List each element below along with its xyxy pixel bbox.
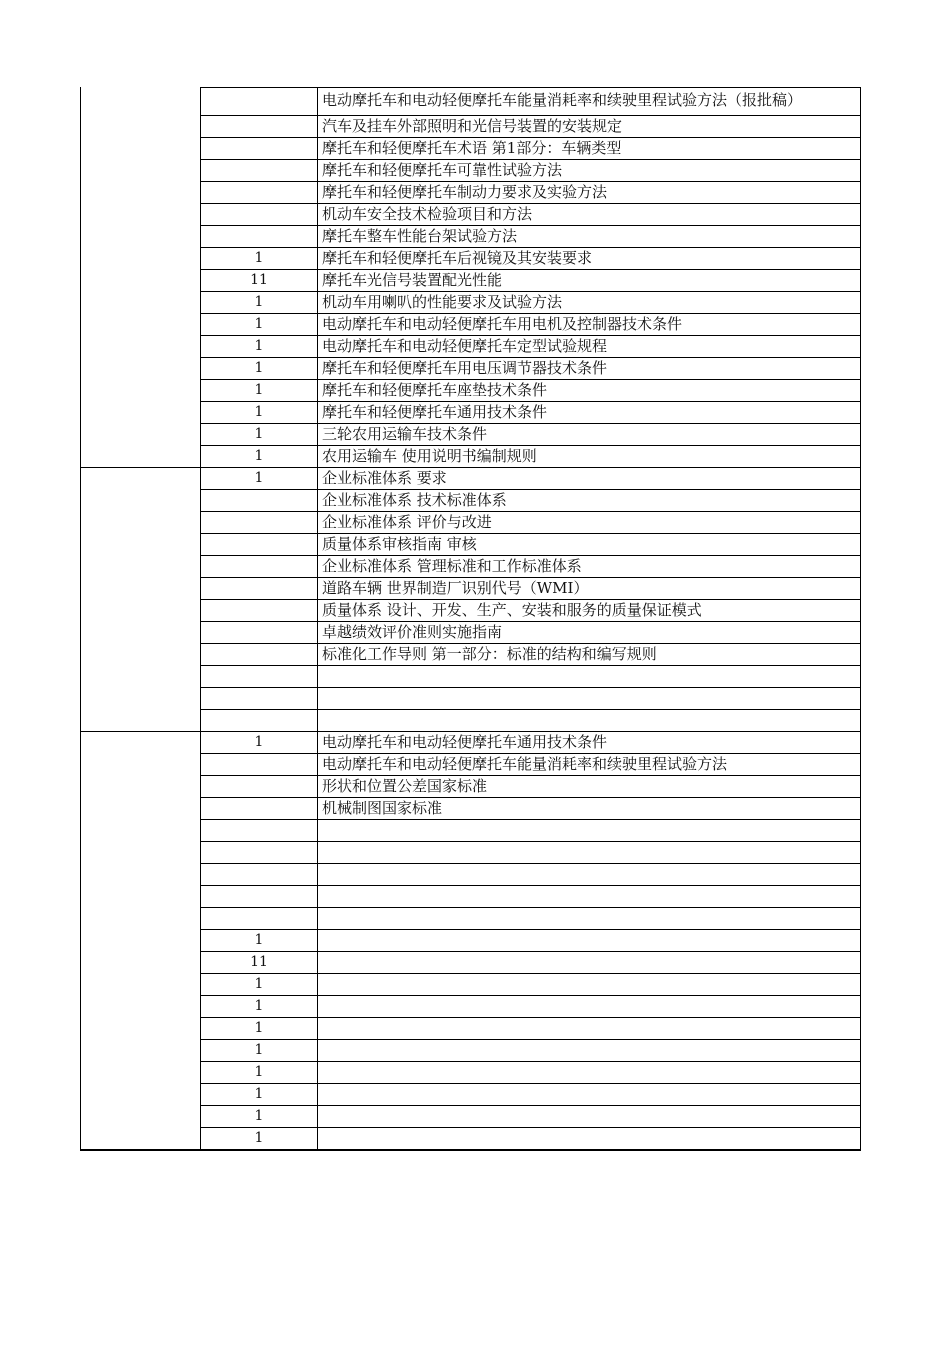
table-row (80, 555, 861, 577)
standard-name-cell (317, 841, 861, 863)
standard-name-cell: 机动车用喇叭的性能要求及试验方法 (317, 291, 861, 313)
category-cell (80, 643, 201, 665)
count-cell (200, 159, 317, 181)
count-cell: 1 (200, 291, 317, 313)
table-row (80, 203, 861, 225)
count-cell (200, 87, 317, 115)
standard-name-cell (317, 1039, 861, 1061)
count-cell: 1 (200, 731, 317, 753)
standard-name-cell: 电动摩托车和电动轻便摩托车定型试验规程 (317, 335, 861, 357)
category-cell (80, 137, 201, 159)
standard-name-cell: 农用运输车 使用说明书编制规则 (317, 445, 861, 467)
count-cell (200, 819, 317, 841)
table-row (80, 1105, 861, 1127)
table-row (80, 995, 861, 1017)
standard-name-cell: 电动摩托车和电动轻便摩托车能量消耗率和续驶里程试验方法 (317, 753, 861, 775)
standard-name-cell: 企业标准体系 要求 (317, 467, 861, 489)
count-cell (200, 489, 317, 511)
count-cell: 1 (200, 379, 317, 401)
count-cell: 11 (200, 951, 317, 973)
table-row (80, 511, 861, 533)
count-cell (200, 665, 317, 687)
category-cell (80, 467, 201, 489)
table-row (80, 731, 861, 753)
standard-name-cell: 摩托车整车性能台架试验方法 (317, 225, 861, 247)
standard-name-cell (317, 885, 861, 907)
category-cell (80, 1017, 201, 1039)
standard-name-cell (317, 995, 861, 1017)
count-cell (200, 907, 317, 929)
standard-name-cell: 摩托车和轻便摩托车术语 第1部分：车辆类型 (317, 137, 861, 159)
standard-name-cell (317, 863, 861, 885)
table-row (80, 951, 861, 973)
table-row (80, 599, 861, 621)
table-row (80, 775, 861, 797)
count-cell (200, 687, 317, 709)
category-cell (80, 115, 201, 137)
category-cell (80, 1039, 201, 1061)
standard-name-cell (317, 709, 861, 731)
standard-name-cell (317, 951, 861, 973)
category-cell (80, 269, 201, 291)
table-row (80, 1017, 861, 1039)
table-row (80, 87, 861, 115)
standard-name-cell: 形状和位置公差国家标准 (317, 775, 861, 797)
count-cell: 1 (200, 1105, 317, 1127)
table-row (80, 247, 861, 269)
table-row (80, 665, 861, 687)
table-row (80, 335, 861, 357)
category-cell (80, 335, 201, 357)
count-cell: 1 (200, 973, 317, 995)
table-row (80, 533, 861, 555)
category-cell (80, 775, 201, 797)
standard-name-cell: 摩托车和轻便摩托车用电压调节器技术条件 (317, 357, 861, 379)
category-cell (80, 709, 201, 731)
table-row (80, 753, 861, 775)
standard-name-cell: 摩托车光信号装置配光性能 (317, 269, 861, 291)
category-cell (80, 863, 201, 885)
table-row (80, 1039, 861, 1061)
category-cell (80, 423, 201, 445)
count-cell (200, 115, 317, 137)
count-cell: 1 (200, 1017, 317, 1039)
table-row (80, 159, 861, 181)
category-cell (80, 357, 201, 379)
table-row (80, 269, 861, 291)
table-row (80, 225, 861, 247)
table-row (80, 181, 861, 203)
category-cell (80, 445, 201, 467)
standard-name-cell: 摩托车和轻便摩托车座垫技术条件 (317, 379, 861, 401)
count-cell: 1 (200, 357, 317, 379)
standard-name-cell: 企业标准体系 评价与改进 (317, 511, 861, 533)
count-cell (200, 621, 317, 643)
standard-name-cell: 摩托车和轻便摩托车通用技术条件 (317, 401, 861, 423)
table-row (80, 379, 861, 401)
category-cell (80, 797, 201, 819)
category-cell (80, 665, 201, 687)
category-cell (80, 929, 201, 951)
count-cell: 1 (200, 247, 317, 269)
table-row (80, 489, 861, 511)
table-row (80, 621, 861, 643)
count-cell (200, 841, 317, 863)
category-cell (80, 885, 201, 907)
standard-name-cell: 电动摩托车和电动轻便摩托车通用技术条件 (317, 731, 861, 753)
table-row (80, 423, 861, 445)
table-row (80, 291, 861, 313)
standard-name-cell: 机动车安全技术检验项目和方法 (317, 203, 861, 225)
category-cell (80, 1105, 201, 1127)
count-cell (200, 577, 317, 599)
standard-name-cell (317, 973, 861, 995)
standard-name-cell (317, 1061, 861, 1083)
standard-name-cell (317, 1127, 861, 1149)
count-cell: 1 (200, 423, 317, 445)
standard-name-cell: 摩托车和轻便摩托车制动力要求及实验方法 (317, 181, 861, 203)
category-cell (80, 313, 201, 335)
table-row (80, 973, 861, 995)
count-cell (200, 753, 317, 775)
category-cell (80, 973, 201, 995)
standard-name-cell: 道路车辆 世界制造厂识别代号（WMI） (317, 577, 861, 599)
count-cell (200, 225, 317, 247)
table-row (80, 357, 861, 379)
category-cell (80, 291, 201, 313)
standard-name-cell: 标准化工作导则 第一部分：标准的结构和编写规则 (317, 643, 861, 665)
category-cell (80, 1127, 201, 1149)
standard-name-cell: 摩托车和轻便摩托车后视镜及其安装要求 (317, 247, 861, 269)
count-cell (200, 181, 317, 203)
table-row (80, 313, 861, 335)
count-cell: 1 (200, 467, 317, 489)
category-cell (80, 555, 201, 577)
table-bottom-border (80, 1149, 861, 1151)
category-cell (80, 819, 201, 841)
standard-name-cell: 电动摩托车和电动轻便摩托车用电机及控制器技术条件 (317, 313, 861, 335)
count-cell: 1 (200, 401, 317, 423)
count-cell (200, 775, 317, 797)
standard-name-cell (317, 1105, 861, 1127)
category-cell (80, 599, 201, 621)
standard-name-cell: 三轮农用运输车技术条件 (317, 423, 861, 445)
table-row (80, 577, 861, 599)
count-cell (200, 599, 317, 621)
count-cell: 1 (200, 335, 317, 357)
count-cell: 1 (200, 1083, 317, 1105)
count-cell: 1 (200, 313, 317, 335)
count-cell: 1 (200, 1127, 317, 1149)
count-cell (200, 533, 317, 555)
standard-name-cell: 电动摩托车和电动轻便摩托车能量消耗率和续驶里程试验方法（报批稿） (317, 87, 861, 115)
category-cell (80, 489, 201, 511)
category-cell (80, 203, 201, 225)
count-cell (200, 709, 317, 731)
count-cell (200, 137, 317, 159)
table-row (80, 445, 861, 467)
table-row (80, 1061, 861, 1083)
table-row (80, 863, 861, 885)
category-cell (80, 225, 201, 247)
table-row (80, 819, 861, 841)
standard-name-cell: 质量体系 设计、开发、生产、安装和服务的质量保证模式 (317, 599, 861, 621)
count-cell (200, 203, 317, 225)
standard-name-cell (317, 687, 861, 709)
table-row (80, 1083, 861, 1105)
category-cell (80, 1061, 201, 1083)
standard-name-cell: 企业标准体系 技术标准体系 (317, 489, 861, 511)
category-cell (80, 577, 201, 599)
category-cell (80, 907, 201, 929)
category-cell (80, 731, 201, 753)
count-cell: 1 (200, 929, 317, 951)
table-row (80, 687, 861, 709)
spreadsheet-table (80, 87, 861, 1151)
count-cell (200, 797, 317, 819)
standard-name-cell (317, 929, 861, 951)
count-cell: 11 (200, 269, 317, 291)
count-cell: 1 (200, 995, 317, 1017)
standard-name-cell: 企业标准体系 管理标准和工作标准体系 (317, 555, 861, 577)
category-cell (80, 181, 201, 203)
category-cell (80, 687, 201, 709)
category-cell (80, 87, 201, 115)
count-cell (200, 643, 317, 665)
count-cell: 1 (200, 1039, 317, 1061)
count-cell (200, 885, 317, 907)
count-cell (200, 863, 317, 885)
category-cell (80, 159, 201, 181)
standard-name-cell (317, 665, 861, 687)
category-cell (80, 379, 201, 401)
standard-name-cell (317, 1017, 861, 1039)
count-cell (200, 555, 317, 577)
category-cell (80, 995, 201, 1017)
standard-name-cell (317, 907, 861, 929)
category-cell (80, 753, 201, 775)
category-cell (80, 951, 201, 973)
table-row (80, 401, 861, 423)
category-cell (80, 401, 201, 423)
standard-name-cell (317, 1083, 861, 1105)
count-cell (200, 511, 317, 533)
table-row (80, 643, 861, 665)
standard-name-cell: 质量体系审核指南 审核 (317, 533, 861, 555)
category-cell (80, 511, 201, 533)
standard-name-cell: 汽车及挂车外部照明和光信号装置的安装规定 (317, 115, 861, 137)
table-row (80, 1127, 861, 1149)
table-row (80, 137, 861, 159)
category-cell (80, 1083, 201, 1105)
count-cell: 1 (200, 445, 317, 467)
standard-name-cell: 摩托车和轻便摩托车可靠性试验方法 (317, 159, 861, 181)
standard-name-cell (317, 819, 861, 841)
category-cell (80, 247, 201, 269)
table-row (80, 797, 861, 819)
table-row (80, 885, 861, 907)
category-cell (80, 841, 201, 863)
table-row (80, 115, 861, 137)
category-cell (80, 621, 201, 643)
category-cell (80, 533, 201, 555)
count-cell: 1 (200, 1061, 317, 1083)
table-row (80, 929, 861, 951)
table-row (80, 709, 861, 731)
table-row (80, 841, 861, 863)
standard-name-cell: 机械制图国家标准 (317, 797, 861, 819)
standard-name-cell: 卓越绩效评价准则实施指南 (317, 621, 861, 643)
table-row (80, 907, 861, 929)
table-row (80, 467, 861, 489)
